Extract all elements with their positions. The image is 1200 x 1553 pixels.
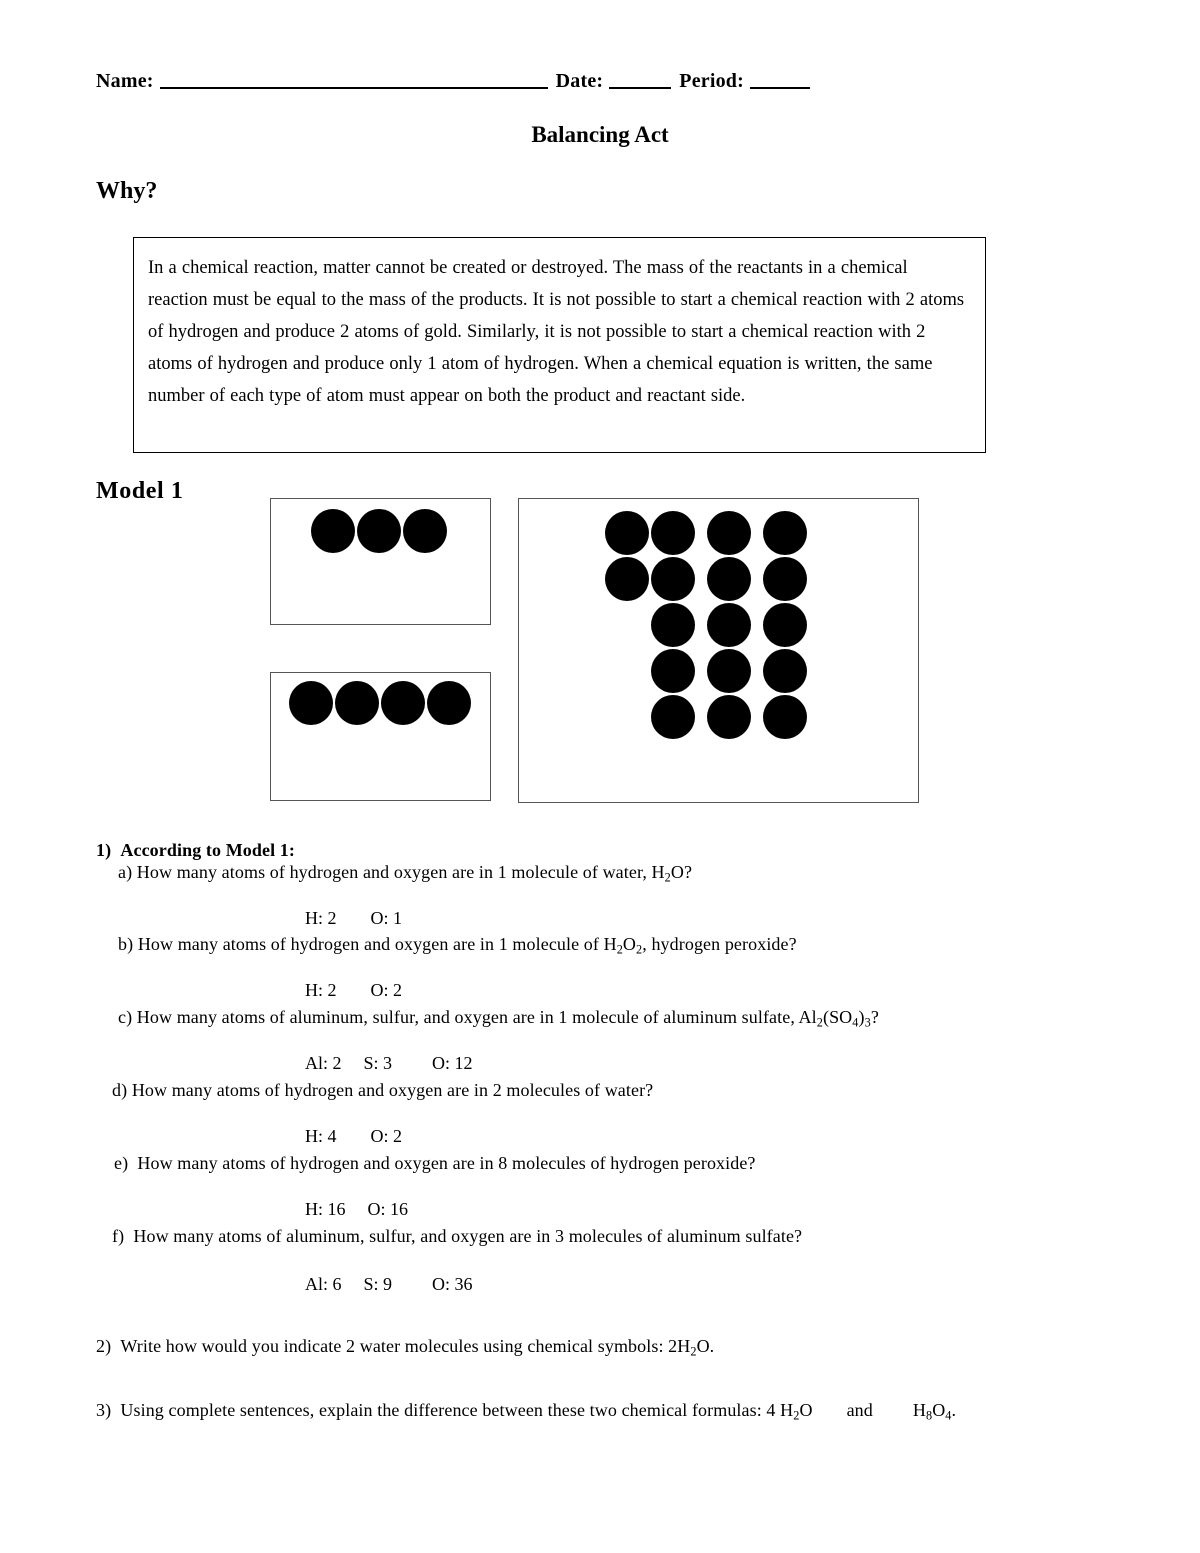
why-textbox bbox=[133, 237, 986, 453]
answer-1d-o-value: 2 bbox=[393, 1126, 402, 1146]
answer-1e-h-value: 16 bbox=[327, 1199, 346, 1219]
atom-circle bbox=[651, 511, 695, 555]
answer-1e-o-value: 16 bbox=[390, 1199, 408, 1219]
model-box-right bbox=[518, 498, 919, 803]
answer-1f[interactable] bbox=[305, 1274, 473, 1295]
question-1f-label: f) bbox=[112, 1226, 125, 1246]
date-label: Date: bbox=[555, 70, 604, 92]
answer-1c[interactable] bbox=[305, 1053, 473, 1074]
atom-circle bbox=[311, 509, 355, 553]
answer-1a[interactable] bbox=[305, 908, 402, 929]
question-1a-subscript: 2 bbox=[664, 870, 671, 885]
question-1c-text: How many atoms of aluminum, sulfur, and oxygen are in 1 molecule of aluminum sulfate, Al bbox=[136, 1007, 817, 1027]
model-box-bottom-left bbox=[270, 672, 491, 801]
question-3-subscript-2: 8 bbox=[925, 1408, 933, 1423]
question-1b-text-end: , hydrogen peroxide? bbox=[642, 934, 797, 954]
question-2-text-end: O. bbox=[696, 1336, 715, 1356]
question-1f-text: How many atoms of aluminum, sulfur, and oxygen are in 3 molecules of aluminum sulfate? bbox=[133, 1226, 803, 1246]
atom-circle bbox=[763, 649, 807, 693]
model-1-heading: Model 1 bbox=[96, 478, 184, 504]
atom-circle bbox=[763, 695, 807, 739]
answer-1e[interactable] bbox=[305, 1199, 408, 1220]
question-1a-text: How many atoms of hydrogen and oxygen are in 1 molecule of water, H bbox=[136, 862, 665, 882]
answer-1e-o-key: O: bbox=[367, 1199, 386, 1219]
question-3-subscript-3: 4 bbox=[945, 1408, 952, 1423]
question-3-and: and bbox=[846, 1400, 873, 1420]
why-heading: Why? bbox=[96, 178, 158, 204]
atom-circle bbox=[707, 603, 751, 647]
answer-1b-o-value: 2 bbox=[393, 980, 402, 1000]
question-1a bbox=[118, 862, 692, 885]
answer-1c-s-value: 3 bbox=[383, 1053, 393, 1073]
atom-circle bbox=[707, 511, 751, 555]
question-3-formula2-h: H bbox=[912, 1400, 926, 1420]
question-3-text-mid: O bbox=[799, 1400, 813, 1420]
atom-circle bbox=[605, 511, 649, 555]
atom-circle bbox=[651, 603, 695, 647]
question-1c-subscript-1: 2 bbox=[816, 1015, 823, 1030]
answer-1c-o-value: 12 bbox=[454, 1053, 473, 1073]
question-1d-text: How many atoms of hydrogen and oxygen are in 2 molecules of water? bbox=[131, 1080, 654, 1100]
answer-1b[interactable] bbox=[305, 980, 402, 1001]
answer-1c-al-value: 2 bbox=[332, 1053, 342, 1073]
question-2-text: Write how would you indicate 2 water molecules using chemical symbols: 2H bbox=[120, 1336, 691, 1356]
header-fields-line bbox=[96, 70, 1106, 93]
question-1b-text-mid: O bbox=[622, 934, 637, 954]
question-3 bbox=[96, 1400, 956, 1423]
question-1c-label: c) bbox=[118, 1007, 133, 1027]
answer-1f-al-key: Al: bbox=[305, 1274, 329, 1294]
question-1d-label: d) bbox=[112, 1080, 128, 1100]
question-3-period: . bbox=[951, 1400, 957, 1420]
answer-1f-s-key: S: bbox=[363, 1274, 379, 1294]
atom-circle bbox=[651, 557, 695, 601]
answer-1d-o-key: O: bbox=[370, 1126, 389, 1146]
question-1c bbox=[118, 1007, 879, 1030]
question-1a-label: a) bbox=[118, 862, 133, 882]
atom-circle bbox=[707, 695, 751, 739]
atom-circle bbox=[403, 509, 447, 553]
question-1b bbox=[118, 934, 797, 957]
answer-1c-al-key: Al: bbox=[305, 1053, 329, 1073]
answer-1f-o-key: O: bbox=[432, 1274, 451, 1294]
answer-1b-o-key: O: bbox=[370, 980, 389, 1000]
question-1e-text: How many atoms of hydrogen and oxygen are in 8 molecules of hydrogen peroxide? bbox=[137, 1153, 756, 1173]
answer-1d-h-key: H: bbox=[305, 1126, 323, 1146]
question-1d bbox=[112, 1080, 653, 1101]
question-1b-subscript-2: 2 bbox=[636, 942, 643, 957]
answer-1d[interactable] bbox=[305, 1126, 402, 1147]
model-box-top-left bbox=[270, 498, 491, 625]
question-1c-subscript-2: 4 bbox=[852, 1015, 859, 1030]
atom-circle bbox=[763, 603, 807, 647]
question-1-header bbox=[96, 840, 295, 861]
name-label: Name: bbox=[96, 70, 154, 92]
period-label: Period: bbox=[679, 70, 744, 92]
answer-1d-h-value: 4 bbox=[327, 1126, 337, 1146]
answer-1c-s-key: S: bbox=[363, 1053, 379, 1073]
question-2 bbox=[96, 1336, 714, 1359]
question-1c-text-end: ? bbox=[870, 1007, 879, 1027]
question-1a-text-end: O? bbox=[670, 862, 693, 882]
answer-1f-al-value: 6 bbox=[332, 1274, 342, 1294]
answer-1a-h-value: 2 bbox=[327, 908, 337, 928]
question-3-number: 3) bbox=[96, 1400, 112, 1420]
atom-circle bbox=[335, 681, 379, 725]
why-body-text: In a chemical reaction, matter cannot be created or destroyed. The mass of the reactants in a chemical reaction must be equal to the mass of the products. It is not possible to start a chemical reaction with 2 atoms of hydrogen and produce 2 atoms of gold. Similarly, it is not possible to start a chemical reaction with 2 atoms of hydrogen and produce only 1 atom of hydrogen. When a chemical equation is written, the same number of each type of atom must appear on both the product and reactant side. bbox=[148, 258, 965, 406]
atom-circle bbox=[605, 557, 649, 601]
period-blank-line[interactable] bbox=[750, 87, 810, 89]
answer-1e-h-key: H: bbox=[305, 1199, 323, 1219]
atom-circle bbox=[427, 681, 471, 725]
question-2-subscript: 2 bbox=[690, 1344, 697, 1359]
question-1c-text-mid2: ) bbox=[858, 1007, 865, 1027]
atom-circle bbox=[707, 557, 751, 601]
question-1b-subscript-1: 2 bbox=[616, 942, 623, 957]
question-1-number: 1) bbox=[96, 840, 112, 860]
question-1e bbox=[114, 1153, 756, 1174]
atom-circle bbox=[651, 649, 695, 693]
question-1f bbox=[112, 1226, 802, 1247]
answer-1f-s-value: 9 bbox=[383, 1274, 393, 1294]
answer-1a-o-key: O: bbox=[370, 908, 389, 928]
page-title: Balancing Act bbox=[531, 122, 669, 147]
atom-circle bbox=[381, 681, 425, 725]
answer-1a-o-value: 1 bbox=[393, 908, 402, 928]
answer-1c-o-key: O: bbox=[432, 1053, 451, 1073]
atom-circle bbox=[651, 695, 695, 739]
atom-circle bbox=[289, 681, 333, 725]
name-blank-line[interactable] bbox=[160, 87, 548, 89]
atom-circle bbox=[707, 649, 751, 693]
date-blank-line[interactable] bbox=[609, 87, 671, 89]
answer-1a-h-key: H: bbox=[305, 908, 323, 928]
question-3-text: Using complete sentences, explain the difference between these two chemical formulas: 4 H bbox=[120, 1400, 794, 1420]
question-1b-text: How many atoms of hydrogen and oxygen are in 1 molecule of H bbox=[137, 934, 617, 954]
atom-circle bbox=[763, 557, 807, 601]
answer-1f-o-value: 36 bbox=[454, 1274, 473, 1294]
question-3-subscript-1: 2 bbox=[793, 1408, 800, 1423]
question-1c-text-mid: (SO bbox=[822, 1007, 853, 1027]
answer-1b-h-value: 2 bbox=[327, 980, 337, 1000]
question-1b-label: b) bbox=[118, 934, 134, 954]
atom-circle bbox=[763, 511, 807, 555]
answer-1b-h-key: H: bbox=[305, 980, 323, 1000]
question-3-formula2-o: O bbox=[932, 1400, 946, 1420]
atom-circle bbox=[357, 509, 401, 553]
question-2-number: 2) bbox=[96, 1336, 112, 1356]
question-1c-subscript-3: 3 bbox=[864, 1015, 871, 1030]
question-1e-label: e) bbox=[114, 1153, 129, 1173]
question-1-text: According to Model 1: bbox=[120, 840, 295, 860]
